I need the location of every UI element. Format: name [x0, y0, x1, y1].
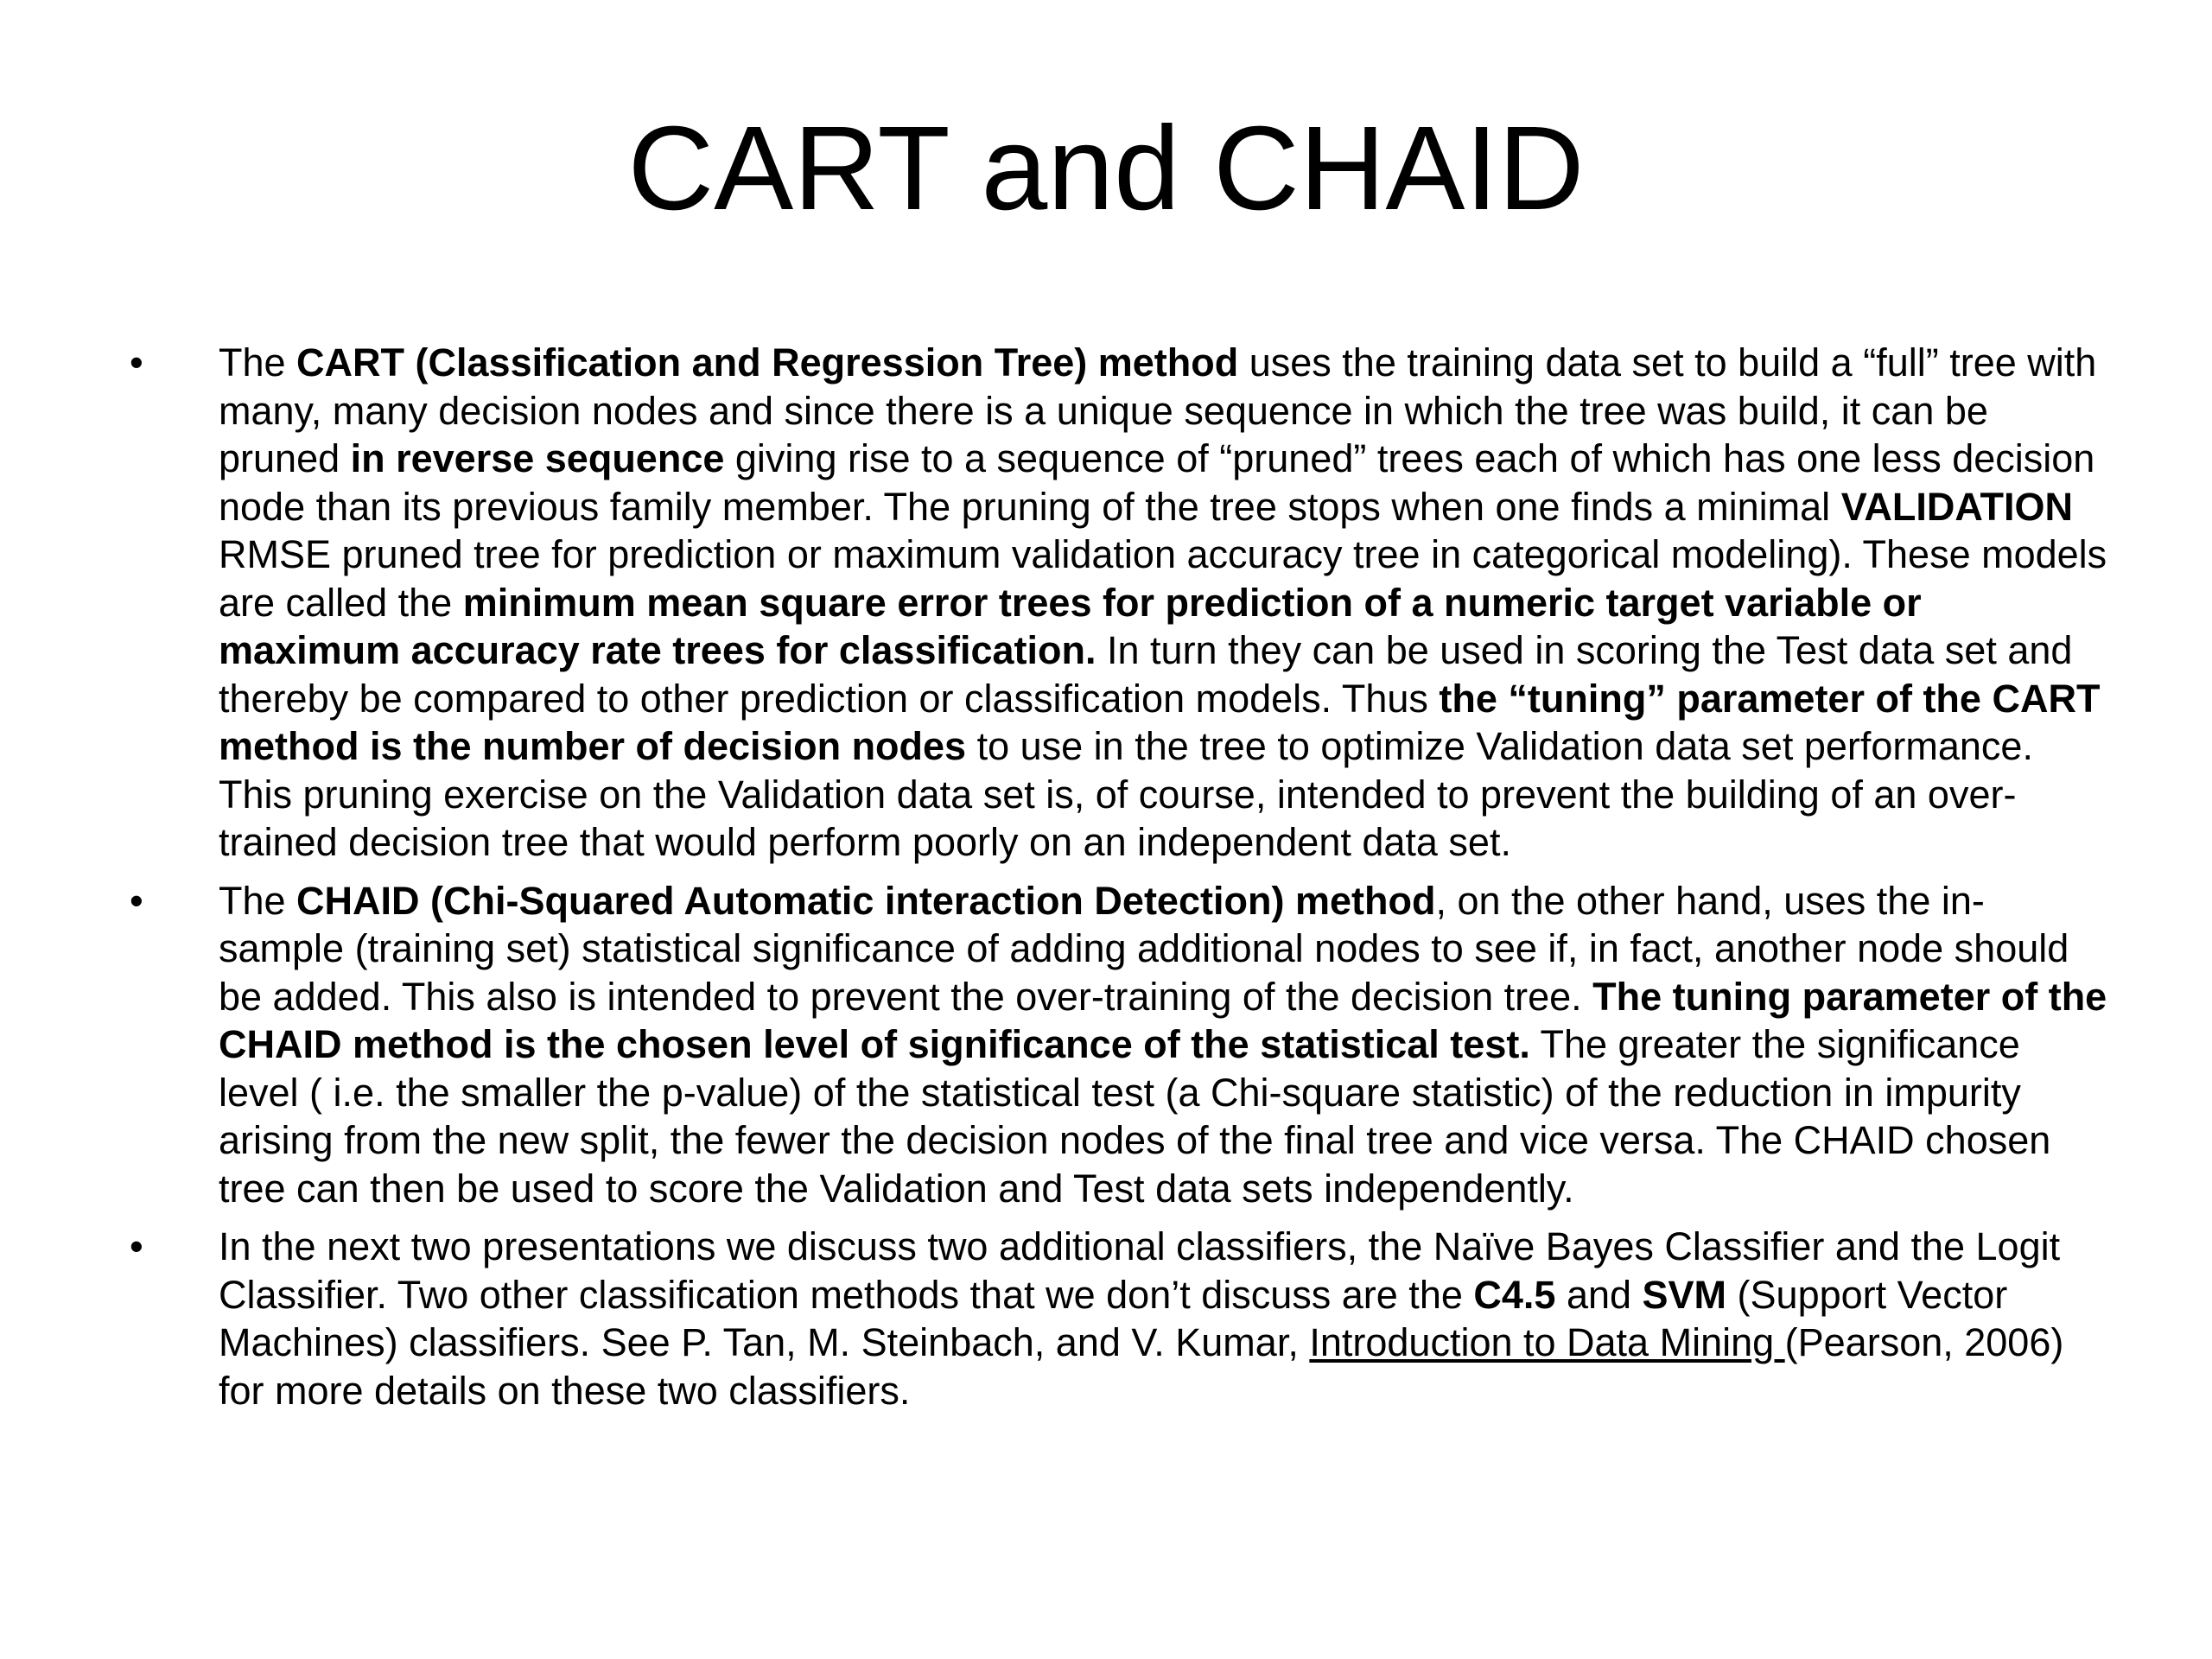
bullet-list	[130, 339, 2108, 1425]
text-segment: The	[219, 340, 297, 385]
bold-segment: VALIDATION	[1840, 484, 2073, 529]
bullet-text	[219, 1224, 2063, 1413]
text-segment: uses the training data set to build a “full” tree with many, many decision nodes and since there is a unique sequence in which the tree was build, it can be pruned	[219, 340, 2097, 480]
slide-title: CART and CHAID	[627, 102, 1585, 235]
bold-segment: the “tuning” parameter of the CART method is the number of decision nodes	[219, 676, 2101, 768]
bullet-dot-icon: •	[130, 340, 143, 385]
bold-segment: minimum mean square error trees for prediction of a numeric target variable or maximum accuracy rate trees for classification.	[219, 580, 1922, 672]
text-segment: , on the other hand, uses the in-sample (training set) statistical significance of adding additional nodes to see if, in fact, another node should be added. This also is intended to prevent the over-training of the decision tree.	[219, 878, 2069, 1019]
text-segment: (Pearson, 2006) for more details on these two classifiers.	[219, 1320, 2064, 1413]
text-segment: (Support Vector Machines) classifiers. See P. Tan, M. Steinbach, and V. Kumar,	[219, 1272, 2008, 1364]
bullet-text	[219, 879, 2107, 1211]
bold-segment: SVM	[1642, 1272, 1727, 1317]
text-segment: to use in the tree to optimize Validation data set performance. This pruning exercise on the Validation data set is, of course, intended to prevent the building of an over-trained decision tree that would perform poorly on an independent data set.	[219, 724, 2033, 864]
text-segment: The greater the significance level ( i.e. the smaller the p-value) of the statistical test (a Chi-square statistic) of the reduction in impurity arising from the new split, the fewer the decision nodes of the final tree and vice versa. The CHAID chosen tree can then be used to score the Validation and Test data sets independently.	[219, 1022, 2051, 1211]
text-segment: In the next two presentations we discuss two additional classifiers, the Naïve Bayes Classifier and the Logit Classifier. Two other classification methods that we don’t discuss are the	[219, 1224, 2061, 1317]
bullet-text	[219, 340, 2107, 864]
bullet-next-presentations	[130, 1223, 2108, 1414]
bold-segment: The tuning parameter of the CHAID method is the chosen level of significance of the statistical test.	[219, 974, 2107, 1066]
text-segment: In turn they can be used in scoring the Test data set and thereby be compared to other prediction or classification models. Thus	[219, 628, 2073, 721]
text-segment: RMSE pruned tree for prediction or maximum validation accuracy tree in categorical modeling). These models are called the	[219, 532, 2107, 625]
bold-segment: in reverse sequence	[350, 436, 725, 480]
bold-segment: CART (Classification and Regression Tree) method	[296, 340, 1239, 385]
bullet-chaid	[130, 877, 2108, 1213]
book-title-reference: Introduction to Data Mining	[1309, 1320, 1785, 1364]
text-segment: The	[219, 878, 297, 923]
text-segment: giving rise to a sequence of “pruned” trees each of which has one less decision node than its previous family member. The pruning of the tree stops when one finds a minimal	[219, 436, 2095, 529]
bullet-dot-icon: •	[130, 878, 143, 923]
bullet-dot-icon: •	[130, 1224, 143, 1268]
bold-segment: C4.5	[1473, 1272, 1556, 1317]
bullet-cart	[130, 339, 2108, 867]
text-segment: and	[1555, 1272, 1643, 1317]
bold-segment: CHAID (Chi-Squared Automatic interaction Detection) method	[296, 878, 1436, 923]
